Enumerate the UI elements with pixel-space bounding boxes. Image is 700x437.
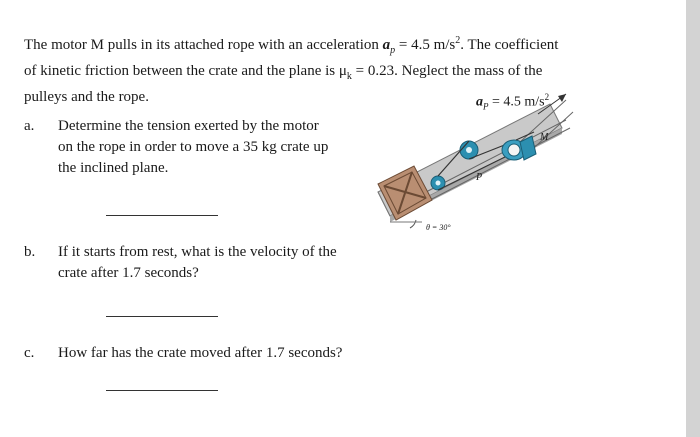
answer-line-a[interactable] [106, 215, 218, 216]
part-a-letter: a. [24, 118, 35, 134]
part-b-letter: b. [24, 244, 36, 260]
incline-figure [370, 80, 680, 250]
motor-label: M [540, 132, 549, 143]
part-b-question: If it starts from rest, what is the velocity of the crate after 1.7 seconds? [58, 244, 337, 281]
viewer-right-edge [686, 0, 700, 437]
answer-line-c[interactable] [106, 390, 218, 391]
intro-line-1: The motor M pulls in its attached rope with an acceleration $a_p = 4.5$ $m/s^2$. The coefficient [24, 35, 559, 56]
intro-line-2: of kinetic friction between the crate and the plane is $\mu_k = 0.23$. Neglect the mass of the [24, 63, 543, 82]
intro-line-3: pulleys and the rope. [24, 89, 149, 105]
answer-line-b[interactable] [106, 316, 218, 317]
angle-label: θ = 30° [426, 223, 451, 232]
incline-rail-2 [426, 120, 566, 192]
angle-arc [410, 220, 416, 228]
part-a-question: Determine the tension exerted by the motor on the rope in order to move a 35 kg crate up the inclined plane. [58, 118, 329, 176]
point-label: P [476, 172, 483, 183]
part-c-question: How far has the crate moved after 1.7 seconds? [58, 345, 343, 361]
part-c-letter: c. [24, 345, 35, 361]
accel-label: $a_P = 4.5$ $m/s^2$ [476, 92, 550, 112]
accel-symbol: a [382, 37, 391, 53]
